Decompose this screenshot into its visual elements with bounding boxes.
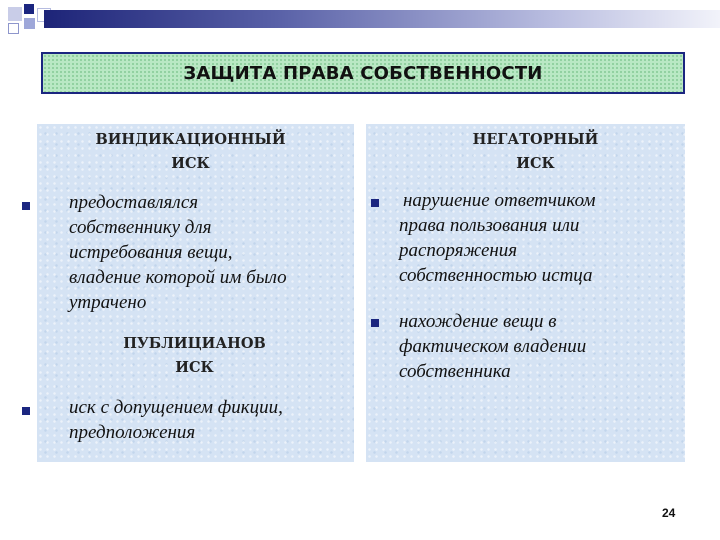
left-item-vindication xyxy=(69,190,287,315)
item-line: распоряжения xyxy=(399,240,518,261)
item-line: нарушение ответчиком xyxy=(403,190,596,211)
slide-title-box xyxy=(41,52,685,94)
page-number: 24 xyxy=(662,506,676,520)
bullet-square-icon xyxy=(371,319,379,327)
item-line: нахождение вещи в xyxy=(399,311,557,332)
right-column-heading xyxy=(366,128,685,176)
decor-square xyxy=(8,23,19,34)
decor-square xyxy=(8,7,22,21)
item-line: собственнику для xyxy=(69,217,212,238)
left-column-subheading xyxy=(37,332,354,380)
item-line: фактическом владении xyxy=(399,336,587,357)
item-line: предположения xyxy=(69,422,196,443)
header-gradient-bar xyxy=(44,10,720,28)
item-line: утрачено xyxy=(69,292,147,313)
heading-line: ИСК xyxy=(516,155,555,172)
heading-line: ИСК xyxy=(175,359,214,376)
slide-title: ЗАЩИТА ПРАВА СОБСТВЕННОСТИ xyxy=(183,62,543,84)
decor-square xyxy=(24,18,35,29)
bullet-square-icon xyxy=(371,199,379,207)
right-column-panel xyxy=(366,124,685,462)
right-item-violation xyxy=(399,188,596,288)
left-item-publician xyxy=(69,395,283,445)
heading-line: ВИНДИКАЦИОННЫЙ xyxy=(95,131,286,148)
item-line: владение которой им было xyxy=(69,267,287,288)
item-line: права пользования или xyxy=(399,215,580,236)
decor-square xyxy=(24,4,34,14)
heading-line: НЕГАТОРНЫЙ xyxy=(472,131,599,148)
heading-line: ИСК xyxy=(171,155,210,172)
bullet-square-icon xyxy=(22,407,30,415)
bullet-square-icon xyxy=(22,202,30,210)
item-line: собственника xyxy=(399,361,511,382)
heading-line: ПУБЛИЦИАНОВ xyxy=(123,335,266,352)
item-line: истребования вещи, xyxy=(69,242,233,263)
item-line: собственностью истца xyxy=(399,265,593,286)
left-column-heading xyxy=(37,128,354,176)
item-line: предоставлялся xyxy=(69,192,199,213)
item-line: иск с допущением фикции, xyxy=(69,397,283,418)
left-column-panel xyxy=(37,124,354,462)
right-item-possession xyxy=(399,309,586,384)
